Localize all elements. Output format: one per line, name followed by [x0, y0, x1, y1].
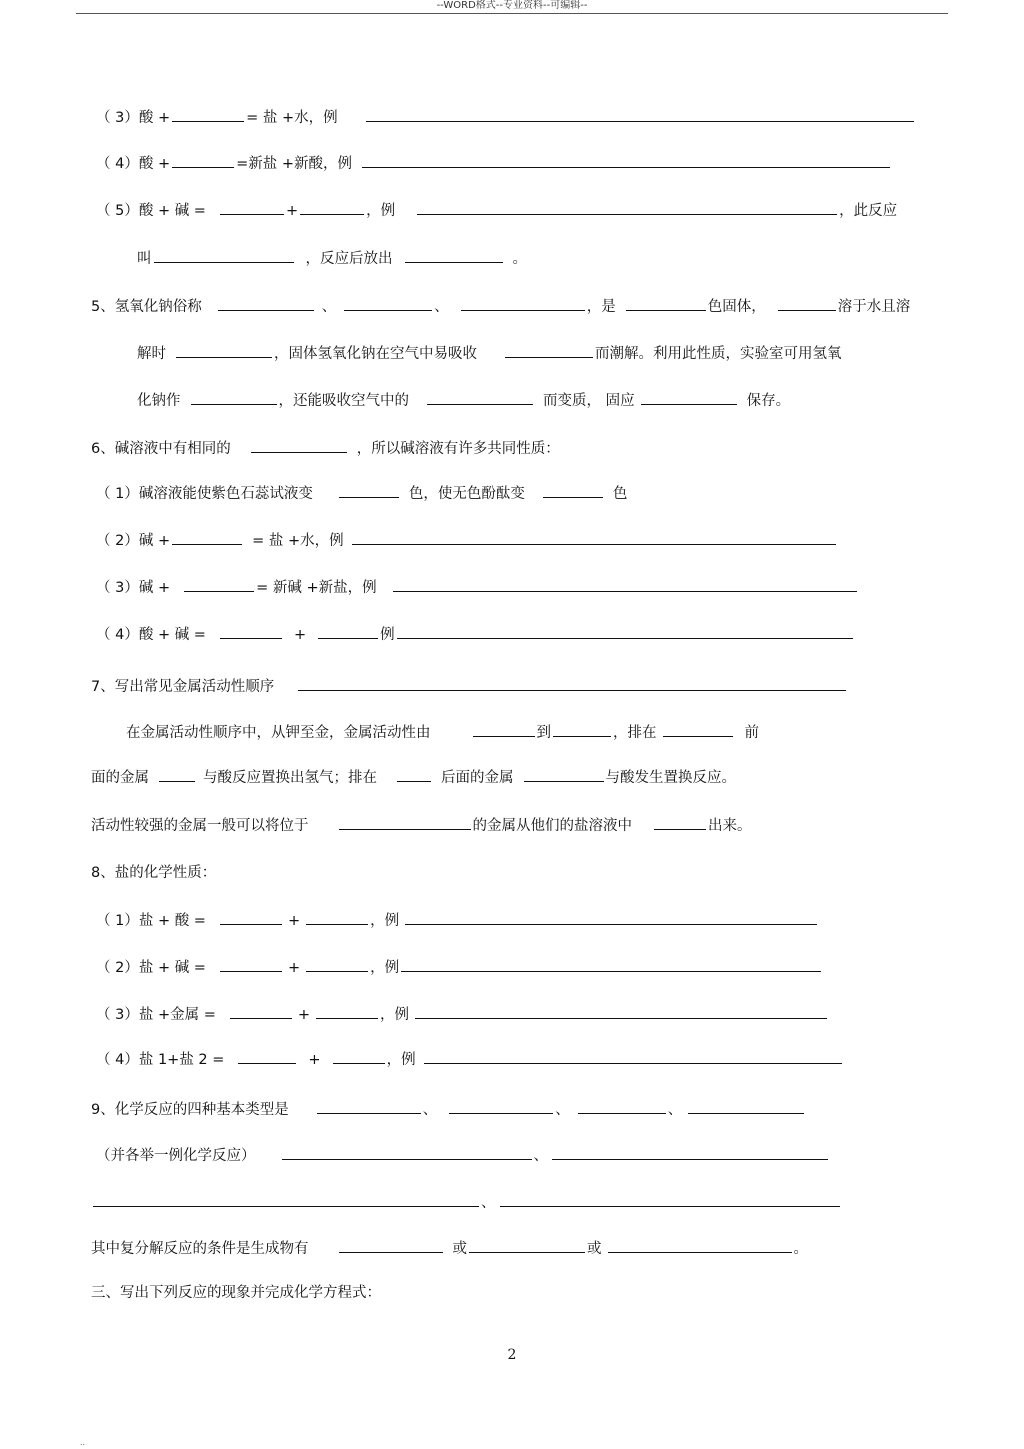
blank[interactable]: [93, 1189, 479, 1207]
blank[interactable]: [352, 527, 836, 545]
blank[interactable]: [688, 1096, 804, 1114]
salt-property-2: （ 2）盐 + 碱 = + ，例: [96, 954, 823, 978]
blank[interactable]: [578, 1096, 666, 1114]
blank[interactable]: [172, 527, 242, 545]
blank[interactable]: [184, 574, 254, 592]
blank[interactable]: [449, 1096, 553, 1114]
question-9-examples: （并各举一例化学反应） 、: [96, 1142, 830, 1166]
blank[interactable]: [154, 245, 294, 263]
blank[interactable]: [220, 197, 284, 215]
blank[interactable]: [505, 340, 593, 358]
blank[interactable]: [306, 954, 368, 972]
blank[interactable]: [220, 954, 282, 972]
blank[interactable]: [333, 1046, 385, 1064]
blank[interactable]: [393, 574, 857, 592]
blank[interactable]: [282, 1142, 532, 1160]
blank[interactable]: [663, 719, 733, 737]
blank[interactable]: [608, 1235, 792, 1253]
acid-property-5: （ 5）酸 + 碱 = + ，例 ，此反应: [96, 197, 897, 221]
blank[interactable]: [397, 764, 431, 782]
page-number: 2: [507, 1347, 517, 1363]
question-7-line4: 活动性较强的金属一般可以将位于 的金属从他们的盐溶液中 出来。: [91, 812, 752, 836]
blank[interactable]: [172, 104, 244, 122]
blank[interactable]: [339, 480, 399, 498]
acid-property-3: （ 3）酸 + = 盐 +水，例: [96, 104, 916, 128]
question-6: 6、碱溶液中有相同的 ，所以碱溶液有许多共同性质：: [91, 435, 560, 459]
page-header: --WORD格式--专业资料--可编辑--: [436, 0, 588, 11]
blank[interactable]: [339, 1235, 443, 1253]
blank[interactable]: [300, 197, 364, 215]
blank[interactable]: [473, 719, 535, 737]
blank[interactable]: [362, 150, 890, 168]
question-9-examples-cont: 、: [91, 1189, 842, 1213]
blank[interactable]: [401, 954, 821, 972]
question-8: 8、盐的化学性质：: [91, 865, 217, 881]
base-property-3: （ 3）碱 + = 新碱 +新盐，例: [96, 574, 859, 598]
base-property-1: （ 1）碱溶液能使紫色石蕊试液变 色，使无色酚酞变 色: [96, 480, 627, 504]
blank[interactable]: [552, 1142, 828, 1160]
base-property-4: （ 4）酸 + 碱 = + 例: [96, 621, 855, 645]
question-5: 5、氢氧化钠俗称 、 、 ，是 色固体， 溶于水且溶: [91, 293, 910, 317]
blank[interactable]: [318, 621, 378, 639]
blank[interactable]: [469, 1235, 585, 1253]
blank[interactable]: [543, 480, 603, 498]
blank[interactable]: [553, 719, 611, 737]
question-7-line2: 在金属活动性顺序中，从钾至金，金属活动性由 到 ，排在 前: [126, 719, 759, 743]
question-5-line2: 解时 ，固体氢氧化钠在空气中易吸收 而潮解。利用此性质，实验室可用氢氧: [137, 340, 842, 364]
blank[interactable]: [397, 621, 853, 639]
blank[interactable]: [298, 673, 846, 691]
blank[interactable]: [405, 245, 503, 263]
blank[interactable]: [424, 1046, 842, 1064]
blank[interactable]: [317, 1096, 421, 1114]
section-3-title: 三、写出下列反应的现象并完成化学方程式：: [91, 1285, 381, 1301]
blank[interactable]: [230, 1001, 292, 1019]
blank[interactable]: [427, 387, 533, 405]
blank[interactable]: [172, 150, 234, 168]
blank[interactable]: [778, 293, 836, 311]
blank[interactable]: [159, 764, 195, 782]
question-9-conditions: 其中复分解反应的条件是生成物有 或 或 。: [91, 1235, 808, 1259]
blank[interactable]: [524, 764, 604, 782]
blank[interactable]: [339, 812, 471, 830]
salt-property-1: （ 1）盐 + 酸 = + ，例: [96, 907, 819, 931]
blank[interactable]: [626, 293, 706, 311]
base-property-2: （ 2）碱 + = 盐 +水，例: [96, 527, 838, 551]
blank[interactable]: [415, 1001, 827, 1019]
question-7: 7、写出常见金属活动性顺序: [91, 673, 848, 697]
acid-property-5-cont: 叫 ，反应后放出 。: [137, 245, 527, 269]
header-rule: [76, 13, 948, 14]
blank[interactable]: [220, 621, 282, 639]
salt-property-4: （ 4）盐 1+盐 2 = + ，例: [96, 1046, 844, 1070]
blank[interactable]: [191, 387, 277, 405]
blank[interactable]: [405, 907, 817, 925]
blank[interactable]: [500, 1189, 840, 1207]
blank[interactable]: [461, 293, 585, 311]
blank[interactable]: [654, 812, 706, 830]
blank[interactable]: [220, 907, 282, 925]
salt-property-3: （ 3）盐 +金属 = + ，例: [96, 1001, 829, 1025]
question-5-line3: 化钠作 ，还能吸收空气中的 而变质， 固应 保存。: [137, 387, 790, 411]
question-9: 9、化学反应的四种基本类型是 、 、 、: [91, 1096, 806, 1120]
blank[interactable]: [176, 340, 272, 358]
blank[interactable]: [316, 1001, 378, 1019]
blank[interactable]: [641, 387, 737, 405]
blank[interactable]: [251, 435, 347, 453]
blank[interactable]: [218, 293, 314, 311]
blank[interactable]: [238, 1046, 296, 1064]
blank[interactable]: [344, 293, 432, 311]
blank[interactable]: [417, 197, 837, 215]
blank[interactable]: [366, 104, 914, 122]
blank[interactable]: [306, 907, 368, 925]
acid-property-4: （ 4）酸 + =新盐 +新酸，例: [96, 150, 892, 174]
footer-mark: ..: [80, 1438, 86, 1447]
question-7-line3: 面的金属 与酸反应置换出氢气；排在 后面的金属 与酸发生置换反应。: [91, 764, 736, 788]
